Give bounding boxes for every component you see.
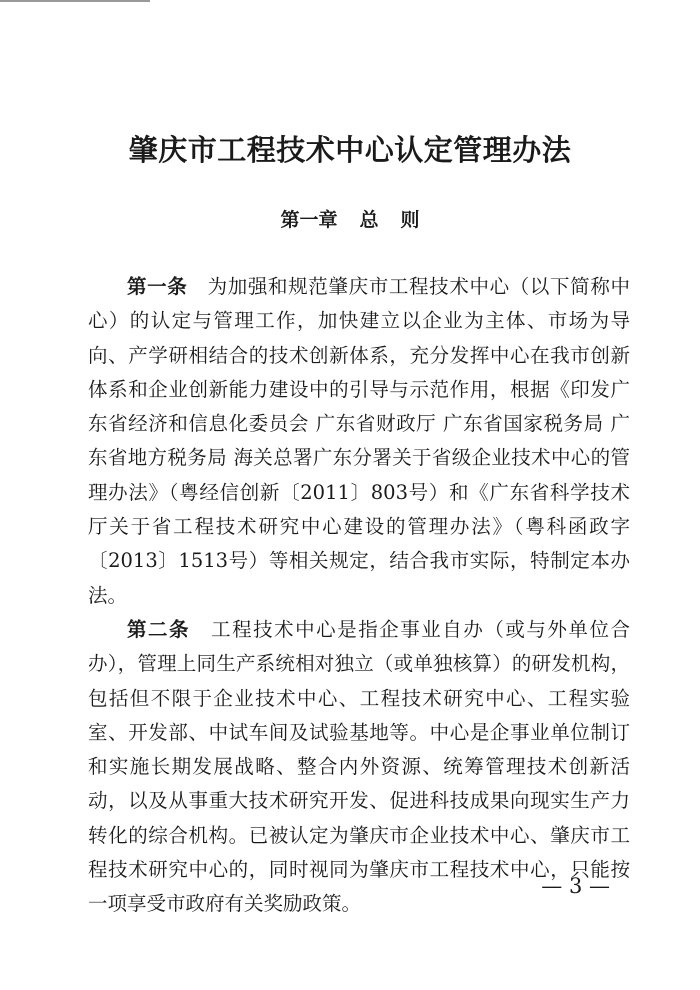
article-text: 工程技术中心是指企事业自办（或与外单位合办），管理上同生产系统相对独立（或单独核算）的研发机构，包括但不限于企业技术中心、工程技术研究中心、工程实验室、开发部、中试车间及试验基地等。中心是企事业单位制订和实施长期发展战略、整合内外资源、统筹管理技术创新活动，以及从事重大技术研究开发、促进科技成果向现实生产力转化的综合机构。已被认定为肇庆市企业技术中心、肇庆市工程技术研究中心的，同时视同为肇庆市工程技术中心，只能按一项享受市政府有关奖励政策。	[88, 617, 630, 916]
article-text: 为加强和规范肇庆市工程技术中心（以下简称中心）的认定与管理工作，加快建立以企业为主体、市场为导向、产学研相结合的技术创新体系，充分发挥中心在我市创新体系和企业创新能力建设中的引导与示范作用，根据《印发广东省经济和信息化委员会 广东省财政厅 广东省国家税务局 广东省地方税务局 海关总署广东分署关于省级企业技术中心的管理办法》（粤经信创新〔2011〕803号）和《广东省科学技术厅关于省工程技术研究中心建设的管理办法》（粤科函政字〔2013〕1513号）等相关规定，结合我市实际，特制定本办法。	[88, 275, 630, 607]
article-label: 第一条	[127, 275, 188, 298]
chapter-name-second: 则	[400, 209, 420, 231]
chapter-heading	[0, 206, 700, 234]
chapter-name-first: 总	[359, 209, 379, 231]
article-1	[88, 270, 630, 613]
body-text	[88, 270, 630, 922]
document-title: 肇庆市工程技术中心认定管理办法	[128, 133, 572, 167]
top-rule	[0, 0, 150, 2]
page-number: — 3 —	[541, 874, 610, 898]
article-label: 第二条	[127, 617, 191, 641]
chapter-number: 第一章	[280, 209, 338, 231]
